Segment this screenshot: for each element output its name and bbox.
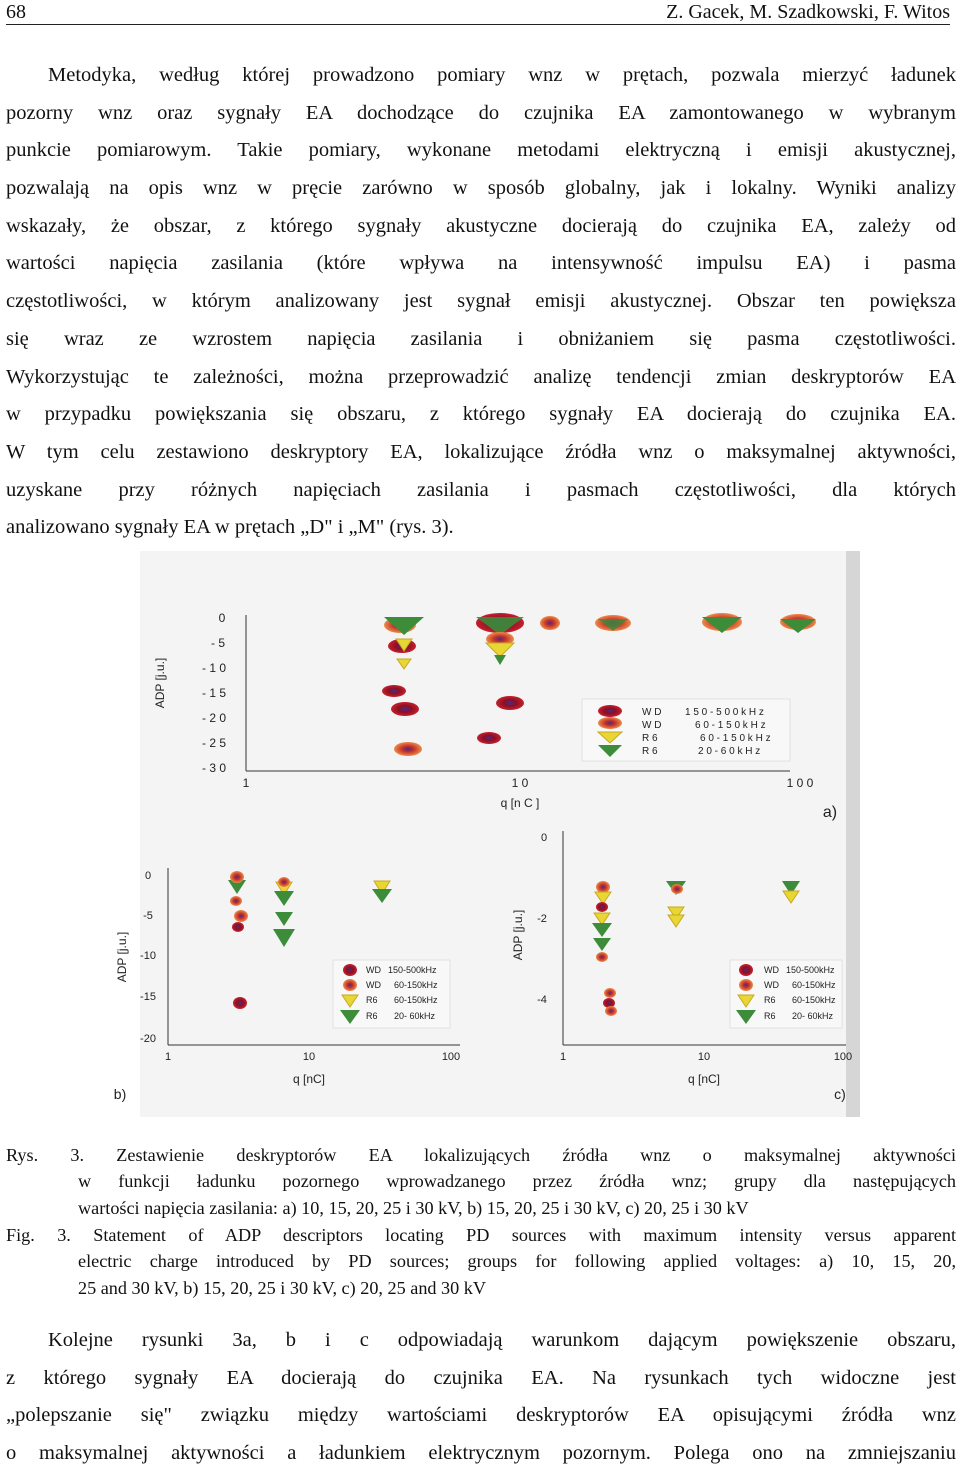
y-tick: -4	[537, 994, 547, 1006]
marker-wd-60-150	[596, 952, 608, 962]
legend-band: 2 0 - 6 0 k H z	[698, 746, 761, 757]
figure-3	[113, 551, 860, 1117]
x-tick: 100	[441, 1051, 461, 1063]
x-tick: 100	[833, 1051, 853, 1063]
body-paragraph-1	[6, 57, 956, 547]
marker-wd-60-150	[230, 871, 244, 883]
marker-wd-60-150	[394, 742, 422, 756]
y-axis-label: ADP [j.u.]	[511, 909, 525, 961]
legend-series: R6	[366, 995, 378, 1005]
marker-wd-60-150	[234, 910, 248, 922]
legend-band: 1 5 0 - 5 0 0 k H z	[685, 707, 764, 718]
marker-wd-60-150	[596, 881, 610, 893]
caption-polish	[6, 1142, 956, 1221]
x-tick: 1	[559, 1051, 567, 1063]
text-line: pozorny wnz oraz sygnały EA dochodzące do czujnika EA zamontowanego w wybranym	[6, 101, 956, 124]
legend-series: WD	[764, 980, 779, 990]
legend-band: 60-150kHz	[792, 995, 836, 1005]
x-tick: 1 0 0	[786, 776, 814, 790]
legend-series: WD	[366, 965, 381, 975]
text-line: z którego sygnały EA docierają do czujnika EA. Na rysunkach tych widoczne jest	[6, 1366, 956, 1389]
y-tick: 0	[540, 832, 548, 844]
text-line: o maksymalnej aktywności a ładunkiem elektrycznym pozornym. Polega ono na zmniejszaniu	[6, 1442, 956, 1465]
text-line: „polepszanie się" związku między wartościami deskryptorów EA opisującymi źródła wnz	[6, 1404, 956, 1427]
text-line: w przypadku powiększania się obszaru, z którego sygnały EA docierają do czujnika EA.	[6, 403, 956, 426]
caption-text: Zestawienie deskryptorów EA lokalizujących źródła wnz o maksymalnej aktywności	[116, 1145, 957, 1165]
caption-line: electric charge introduced by PD sources; groups for following applied voltages: a) 10, 15, 20,	[78, 1251, 956, 1272]
x-tick: 1	[164, 1051, 172, 1063]
marker-wd-60-150	[605, 1006, 617, 1016]
caption-label: Rys. 3.	[6, 1145, 85, 1165]
marker-wd-60-150	[604, 988, 616, 998]
marker-wd-150-500	[382, 685, 406, 697]
text-line: pozwalają na opis wnz w pręcie zarówno w sposób globalny, jak i lokalny. Wyniki analizy	[6, 177, 956, 200]
marker-wd-60-150	[671, 884, 683, 894]
legend-series: R6	[764, 995, 776, 1005]
caption-line: w funkcji ładunku pozornego wprowadzanego przez źródła wnz; grupy dla następujących	[78, 1171, 956, 1192]
scan-edge	[846, 551, 860, 1117]
y-tick: - 1 0	[201, 661, 227, 675]
panel-tag: a)	[822, 804, 838, 821]
text-line: Wykorzystując te zależności, można przeprowadzić analizę tendencji zmian deskryptorów EA	[6, 365, 956, 388]
figure-3-graphic	[113, 551, 860, 1117]
text-line: się wraz ze wzrostem napięcia zasilania i obniżaniem się pasma częstotliwości.	[6, 327, 956, 350]
y-tick: 0	[218, 611, 226, 625]
legend-series: R6	[366, 1011, 378, 1021]
y-tick: -10	[140, 950, 156, 962]
legend-series: WD	[366, 980, 381, 990]
marker-wd-60-150	[230, 896, 242, 906]
caption-english	[6, 1222, 956, 1301]
y-tick: -5	[143, 910, 153, 922]
text-line: Kolejne rysunki 3a, b i c odpowiadają warunkom dającym powiększenie obszaru,	[48, 1329, 956, 1351]
legend-marker	[598, 705, 622, 717]
legend-marker	[343, 979, 357, 991]
text-line: W tym celu zestawiono deskryptory EA, lokalizujące źródła wnz o maksymalnej aktywności,	[6, 440, 956, 463]
x-axis-label: q [nC]	[292, 1072, 326, 1086]
body-paragraph-2	[6, 1322, 956, 1473]
text-line: wskazały, że obszar, z którego sygnały akustyczne docierają do czujnika EA, zależy od	[6, 214, 956, 237]
legend-band: 20- 60kHz	[394, 1011, 436, 1021]
running-authors: Z. Gacek, M. Szadkowski, F. Witos	[666, 1, 950, 23]
marker-wd-150-500	[233, 997, 247, 1009]
legend-series: WD	[764, 965, 779, 975]
text-line: punkcie pomiarowym. Takie pomiary, wykonane metodami elektryczną i emisji akustycznej,	[6, 139, 956, 162]
y-tick: - 1 5	[201, 686, 227, 700]
text-line: częstotliwości, w którym analizowany jest sygnał emisji akustycznej. Obszar ten powiększa	[6, 290, 956, 313]
legend-series: R 6	[642, 746, 658, 757]
text-line: uzyskane przy różnych napięciach zasilania i pasmach częstotliwości, dla których	[6, 478, 956, 501]
caption-line: wartości napięcia zasilania: a) 10, 15, 20, 25 i 30 kV, b) 15, 20, 25 i 30 kV, c) 20, 25 i 30 kV	[78, 1197, 749, 1218]
legend-marker	[739, 964, 753, 976]
y-tick: - 2 0	[201, 711, 227, 725]
marker-wd-150-500	[391, 702, 419, 716]
text-line: wartości napięcia zasilania (które wpływa na intensywność impulsu EA) i pasma	[6, 252, 956, 275]
y-tick: - 2 5	[201, 736, 227, 750]
page-number: 68	[6, 1, 26, 23]
legend-marker	[739, 979, 753, 991]
panel-tag: b)	[113, 1086, 127, 1102]
y-tick: 0	[144, 870, 152, 882]
y-axis-label: ADP [j.u.]	[153, 657, 167, 709]
marker-wd-150-500	[596, 902, 608, 912]
legend-band: 6 0 - 1 5 0 k H z	[695, 720, 766, 731]
marker-wd-60-150	[540, 616, 560, 630]
caption-line	[6, 1222, 956, 1248]
legend-band: 150-500kHz	[388, 965, 437, 975]
y-tick: -20	[140, 1033, 156, 1045]
x-tick: 10	[302, 1051, 316, 1063]
x-tick: 1	[242, 776, 250, 790]
legend-band: 6 0 - 1 5 0 k H z	[700, 733, 771, 744]
y-axis-label: ADP [j.u.]	[115, 931, 129, 983]
panel-tag: c)	[834, 1086, 846, 1102]
y-tick: - 5	[210, 636, 226, 650]
x-tick: 1 0	[511, 776, 529, 790]
legend-series: R 6	[642, 733, 658, 744]
text-line: Metodyka, według której prowadzono pomiary wnz w prętach, pozwala mierzyć ładunek	[48, 64, 956, 86]
legend-series: W D	[642, 720, 662, 731]
legend-band: 60-150kHz	[394, 995, 438, 1005]
caption-text: Statement of ADP descriptors locating PD sources with maximum intensity versus apparent	[93, 1225, 957, 1245]
y-tick: - 3 0	[201, 761, 227, 775]
marker-wd-60-150	[278, 877, 290, 887]
marker-wd-150-500	[477, 732, 501, 744]
x-axis-label: q [nC]	[687, 1072, 721, 1086]
caption-label: Fig. 3.	[6, 1225, 71, 1245]
legend-band: 60-150kHz	[394, 980, 438, 990]
caption-line	[6, 1142, 956, 1168]
y-tick: -15	[140, 991, 156, 1003]
x-axis-label: q [n C ]	[500, 796, 540, 810]
text-line: analizowano sygnały EA w prętach „D" i „M" (rys. 3).	[6, 516, 454, 539]
marker-wd-150-500	[496, 696, 524, 710]
legend-band: 60-150kHz	[792, 980, 836, 990]
legend-series: R6	[764, 1011, 776, 1021]
x-tick: 10	[697, 1051, 711, 1063]
legend-marker	[343, 964, 357, 976]
marker-wd-150-500	[232, 922, 244, 932]
legend-band: 20- 60kHz	[792, 1011, 834, 1021]
caption-line: 25 and 30 kV, b) 15, 20, 25 i 30 kV, c) 20, 25 and 30 kV	[78, 1277, 487, 1298]
page-header	[6, 0, 950, 25]
y-tick: -2	[537, 913, 547, 925]
legend-marker	[598, 717, 622, 729]
legend-series: W D	[642, 707, 662, 718]
legend-band: 150-500kHz	[786, 965, 835, 975]
